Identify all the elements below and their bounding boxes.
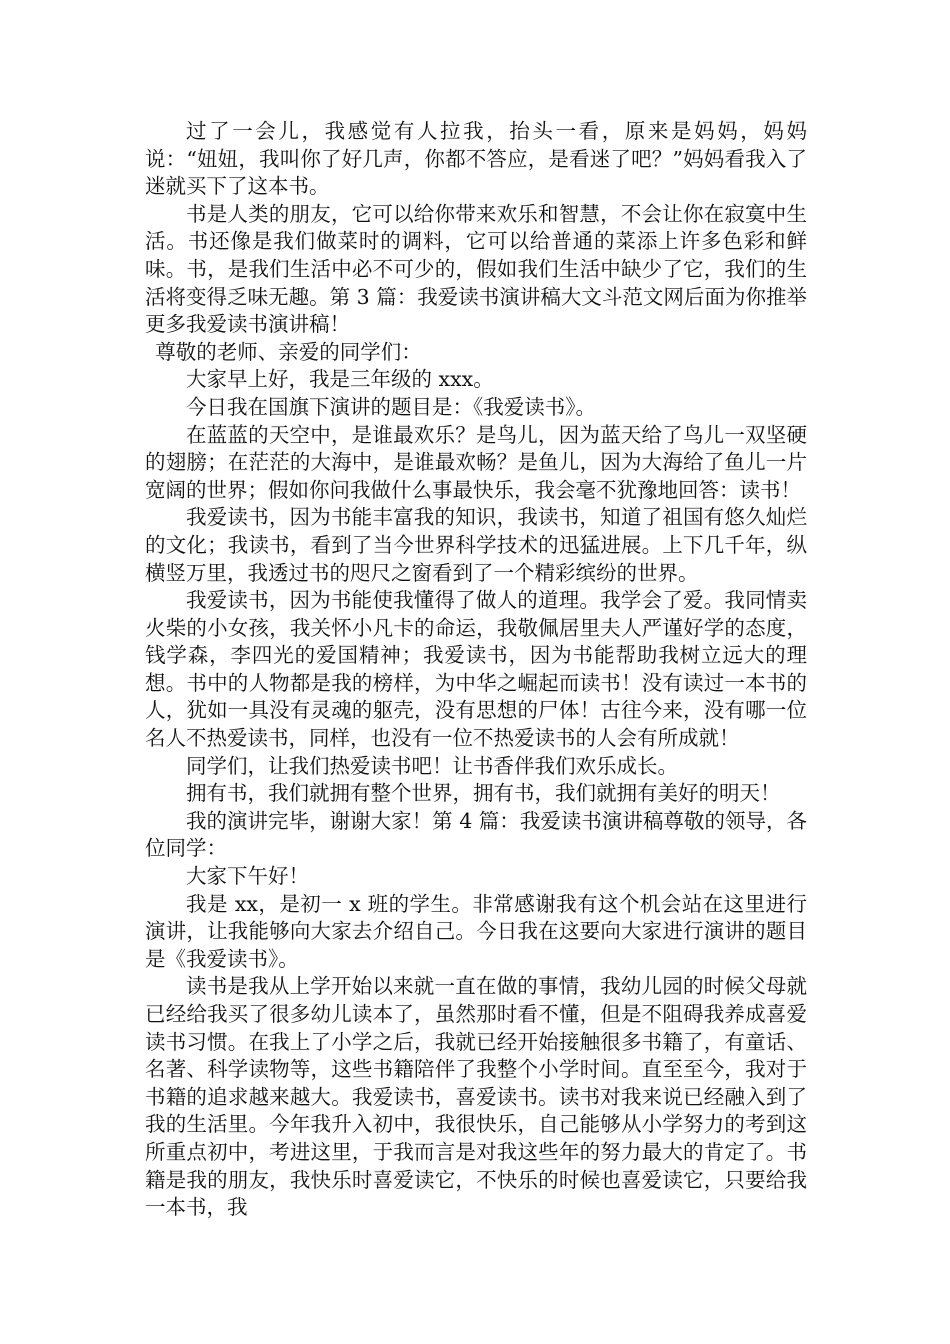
paragraph-call-to-action: 同学们，让我们热爱读书吧！让书香伴我们欢乐成长。 bbox=[186, 753, 678, 778]
paragraph-salutation: 尊敬的老师、亲爱的同学们： bbox=[155, 339, 422, 364]
document-page bbox=[145, 118, 807, 1222]
paragraph-reading-history: 读书是我从上学开始以来就一直在做的事情，我幼儿园的时候父母就已经给我买了很多幼儿读本了，虽然那时看不懂，但是不阻碍我养成喜爱读书习惯。在我上了小学之后，我就已经开始接触很多书籍了，有童话、名著、科学读物等，这些书籍陪伴了我整个小学时间。直至至今，我对于书籍的追求越来越大。我爱读书，喜爱读书。读书对我来说已经融入到了我的生活里。今年我升入初中，我很快乐，自己能够从小学努力的考到这所重点初中，考进这里，于我而言是对我这些年的努力最大的肯定了。书籍是我的朋友，我快乐时喜爱读它，不快乐的时候也喜爱读它，只要给我一本书，我 bbox=[145, 974, 807, 1220]
paragraph-world: 拥有书，我们就拥有整个世界，拥有书，我们就拥有美好的明天！ bbox=[186, 781, 781, 806]
paragraph-greeting: 大家早上好，我是三年级的 xxx。 bbox=[186, 367, 494, 392]
paragraph-closing: 我的演讲完毕，谢谢大家！第 4 篇：我爱读书演讲稿尊敬的领导，各位同学： bbox=[145, 808, 807, 861]
paragraph-topic: 今日我在国旗下演讲的题目是：《我爱读书》。 bbox=[186, 394, 596, 419]
paragraph-afternoon-greeting: 大家下午好！ bbox=[186, 864, 309, 889]
paragraph-morals: 我爱读书，因为书能使我懂得了做人的道理。我学会了爱。我同情卖火柴的小女孩，我关怀小凡卡的命运，我敬佩居里夫人严谨好学的态度，钱学森，李四光的爱国精神；我爱读书，因为书能帮助我树立远大的理想。书中的人物都是我的榜样，为中华之崛起而读书！没有读过一本书的人，犹如一具没有灵魂的躯壳，没有思想的尸体！古往今来，没有哪一位名人不热爱读书，同样，也没有一位不热爱读书的人会有所成就！ bbox=[145, 588, 807, 751]
paragraph-introduction: 我是 xx，是初一 x 班的学生。非常感谢我有这个机会站在这里进行演讲，让我能够向大家去介绍自己。今日我在这要向大家进行演讲的题目是《我爱读书》。 bbox=[145, 891, 807, 971]
paragraph-knowledge: 我爱读书，因为书能丰富我的知识，我读书，知道了祖国有悠久灿烂的文化；我读书，看到了当今世界科学技术的迅猛进展。上下几千年，纵横竖万里，我透过书的咫尺之窗看到了一个精彩缤纷的世界。 bbox=[145, 505, 807, 585]
paragraph-1: 过了一会儿，我感觉有人拉我，抬头一看，原来是妈妈，妈妈说：“妞妞，我叫你了好几声，你都不答应，是看迷了吧？”妈妈看我入了迷就买下了这本书。 bbox=[145, 119, 807, 199]
paragraph-2: 书是人类的朋友，它可以给你带来欢乐和智慧，不会让你在寂寞中生活。书还像是我们做菜时的调料，它可以给普通的菜添上许多色彩和鲜味。书，是我们生活中必不可少的，假如我们生活中缺少了它，我们的生活将变得乏味无趣。第 3 篇：我爱读书演讲稿大文斗范文网后面为你推举更多我爱读书演讲稿！ bbox=[145, 201, 807, 337]
paragraph-sky-sea: 在蓝蓝的天空中，是谁最欢乐？是鸟儿，因为蓝天给了鸟儿一双坚硬的翅膀；在茫茫的大海中，是谁最欢畅？是鱼儿，因为大海给了鱼儿一片宽阔的世界；假如你问我做什么事最快乐，我会毫不犹豫地回答：读书！ bbox=[145, 422, 807, 502]
